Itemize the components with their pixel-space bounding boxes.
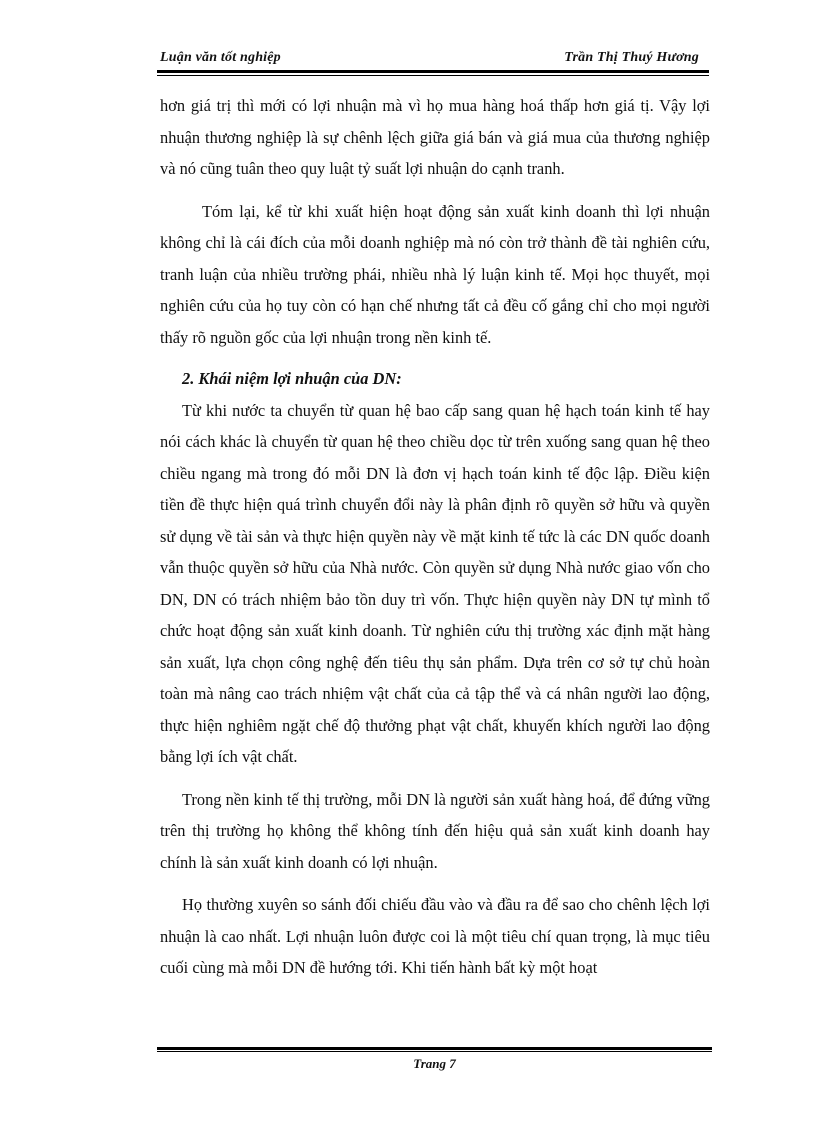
paragraph-3: Từ khi nước ta chuyển từ quan hệ bao cấp sang quan hệ hạch toán kinh tế hay nói cách khác là chuyển từ quan hệ theo chiều dọc từ trên xuống sang quan hệ theo chiều ngang mà trong đó mỗi DN là đơn vị hạch toán kinh tế độc lập. Điều kiện tiền đề thực hiện quá trình chuyển đổi này là phân định rõ quyền sở hữu và quyền sử dụng về tài sản và thực hiện quyền này về mặt kinh tế tức là các DN quốc doanh vẫn thuộc quyền sở hữu của Nhà nước. Còn quyền sử dụng Nhà nước giao vốn cho DN, DN có trách nhiệm bảo tồn duy trì vốn. Thực hiện quyền này DN tự mình tổ chức hoạt động sản xuất kinh doanh. Từ nghiên cứu thị trường xác định mặt hàng sản xuất, lựa chọn công nghệ đến tiêu thụ sản phẩm. Dựa trên cơ sở tự chủ hoàn toàn mà nâng cao trách nhiệm vật chất của cả tập thể và cá nhân người lao động, thực hiện nghiêm ngặt chế độ thưởng phạt vật chất, khuyến khích người lao động bằng lợi ích vật chất.: [160, 400, 710, 766]
header-author-name: Trần Thị Thuý Hương: [564, 50, 699, 65]
footer-rule: [157, 1047, 712, 1050]
paragraph-5: Họ thường xuyên so sánh đối chiếu đầu vào và đầu ra để sao cho chênh lệch lợi nhuận là cao nhất. Lợi nhuận luôn được coi là một tiêu chí quan trọng, là mục tiêu cuối cùng mà mỗi DN đề hướng tới. Khi tiến hành bất kỳ một hoạt: [160, 895, 710, 977]
header-rule-thin: [157, 75, 709, 76]
footer-rule-thin: [157, 1051, 712, 1052]
paragraph-4: Trong nền kinh tế thị trường, mỗi DN là người sản xuất hàng hoá, để đứng vững trên thị trường họ không thể không tính đến hiệu quả sản xuất kinh doanh hay chính là sản xuất kinh doanh có lợi nhuận.: [160, 789, 710, 872]
page-number: Trang 7: [413, 1056, 456, 1071]
header-rule: [157, 70, 709, 73]
header-thesis-label: Luận văn tốt nghiệp: [160, 50, 281, 65]
paragraph-2: Tóm lại, kể từ khi xuất hiện hoạt động sản xuất kinh doanh thì lợi nhuận không chỉ là cái đích của mỗi doanh nghiệp mà nó còn trở thành đề tài nghiên cứu, tranh luận của nhiều trường phái, nhiều nhà lý luận kinh tế. Mọi học thuyết, mọi nghiên cứu của họ tuy còn có hạn chế nhưng tất cả đều cố gắng chỉ cho mọi người thấy rõ nguồn gốc của lợi nhuận trong nền kinh tế.: [160, 201, 710, 347]
section-heading: 2. Khái niệm lợi nhuận của DN:: [182, 369, 402, 388]
page-body: [160, 90, 710, 984]
page-header: [157, 48, 709, 70]
paragraph-1: hơn giá trị thì mới có lợi nhuận mà vì họ mua hàng hoá thấp hơn giá tị. Vậy lợi nhuận thương nghiệp là sự chênh lệch giữa giá bán và giá mua của thương nghiệp và nó cũng tuân theo quy luật tỷ suất lợi nhuận do cạnh tranh.: [160, 96, 710, 178]
